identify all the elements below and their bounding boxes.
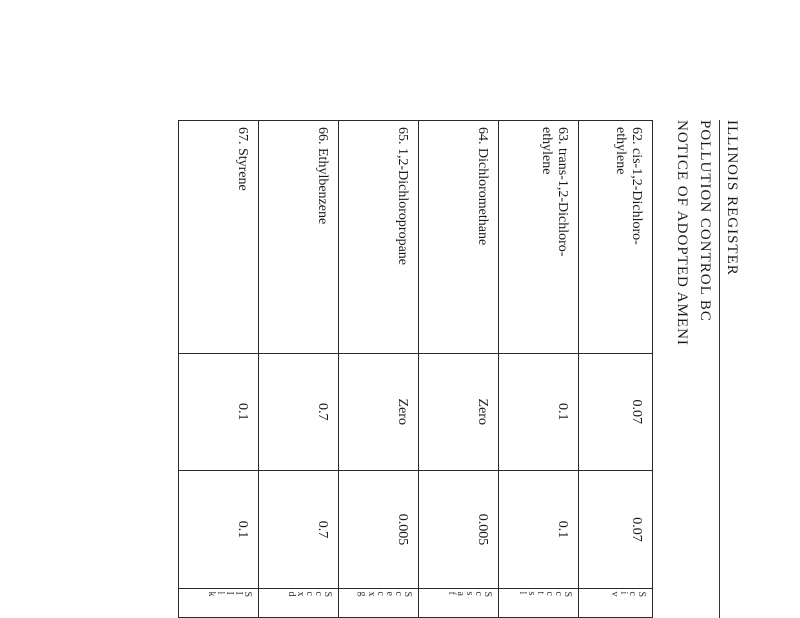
mcl-value: 0.7 [259, 470, 339, 589]
mclg-value: 0.1 [179, 353, 259, 470]
mcl-value: 0.005 [339, 470, 419, 589]
contaminant-name: 66. Ethylbenzene [259, 121, 339, 354]
mcl-value: 0.1 [499, 470, 579, 589]
table-row [419, 121, 499, 618]
source-text: S I I l k [179, 589, 259, 618]
contaminant-name: 64. Dichloromethane [419, 121, 499, 354]
mcl-value: 0.07 [579, 470, 653, 589]
contaminant-name: 65. 1,2-Dichloropropane [339, 121, 419, 354]
notice-title: NOTICE OF ADOPTED AMENI [674, 120, 690, 346]
mcl-value: 0.005 [419, 470, 499, 589]
table-row [259, 121, 339, 618]
table-row [499, 121, 579, 618]
rotated-page [162, 120, 740, 618]
mclg-value: Zero [339, 353, 419, 470]
contaminant-table [178, 120, 653, 618]
source-text: S c s a f [419, 589, 499, 618]
mclg-value: 0.7 [259, 353, 339, 470]
mcl-value: 0.1 [179, 470, 259, 589]
register-title: ILLINOIS REGISTER [724, 120, 740, 276]
mclg-value: 0.1 [499, 353, 579, 470]
table-row [339, 121, 419, 618]
mclg-value: 0.07 [579, 353, 653, 470]
contaminant-name: 63. trans-1,2-Dichloro- ethylene [499, 121, 579, 354]
source-text: S c i v [579, 589, 653, 618]
board-title: POLLUTION CONTROL BC [697, 120, 713, 322]
table-row [579, 121, 653, 618]
source-text: S c c t s l [499, 589, 579, 618]
source-text: S c c x d [259, 589, 339, 618]
source-text: S c e c x g [339, 589, 419, 618]
header-rule [719, 120, 720, 618]
contaminant-name: 67. Styrene [179, 121, 259, 354]
table-row [179, 121, 259, 618]
mclg-value: Zero [419, 353, 499, 470]
contaminant-name: 62. cis-1,2-Dichloro- ethylene [579, 121, 653, 354]
